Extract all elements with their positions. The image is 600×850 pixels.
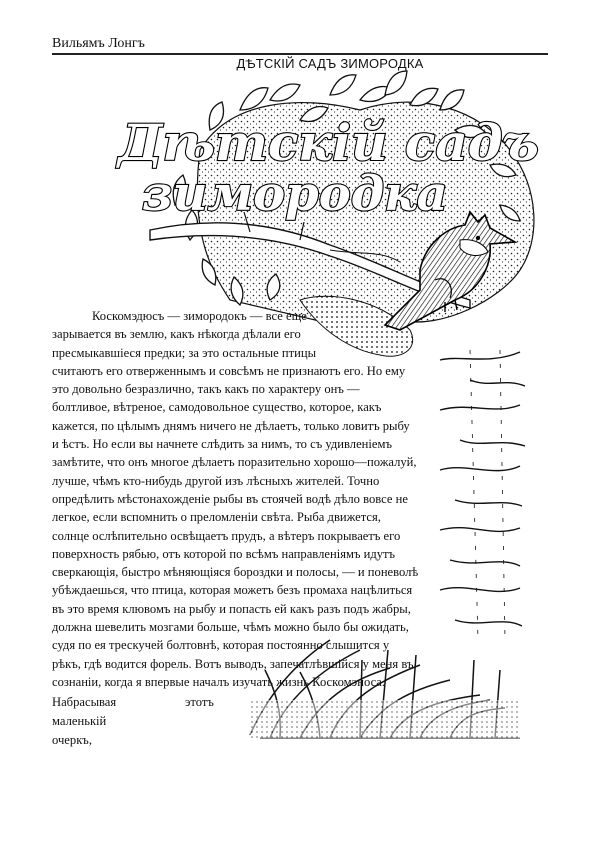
body-tail-word: этотъ xyxy=(185,695,214,709)
body-line: судя по ея трескучей болтовнѣ, которая постоянно слышится у xyxy=(52,638,390,653)
body-tail-word: Набрасывая xyxy=(52,695,117,709)
body-line: Коскомэдюсъ — зимородокъ — все еще xyxy=(92,309,307,323)
body-line: зарывается въ землю, какъ нѣкогда дѣлали его xyxy=(52,327,301,342)
body-line: сознаніи, когда я впервые началъ изучать жизнь Коскомэноса. xyxy=(52,674,386,689)
body-line: поверхность рябью, отъ которой по всѣмъ направленіямъ идутъ xyxy=(52,546,396,561)
decorative-title-line1: Дѣтскій садъ xyxy=(118,113,539,172)
body-line: убѣждаешься, что птица, которая можетъ безъ промаха нацѣлиться xyxy=(52,583,413,598)
body-line: болтливое, вѣтреное, самодовольное существо, которое, какъ xyxy=(52,400,382,415)
body-line: опредѣлить мѣстонахожденіе рыбы въ стоячей водѣ дѣло вовсе не xyxy=(52,491,408,506)
body-text xyxy=(52,307,432,691)
body-line: рѣкъ, гдѣ водится форель. Вотъ выводъ, запечатлѣвшійся у меня въ xyxy=(52,656,414,671)
running-head-author: Вильямъ Лонгъ xyxy=(52,36,145,51)
decorative-title-line2: зимородка xyxy=(142,166,448,222)
body-line: и ѣстъ. Но если вы начнете слѣдить за нимъ, то съ удивленіемъ xyxy=(52,437,392,452)
body-line: считаютъ его отверженнымъ и совсѣмъ не признаютъ его. Но ему xyxy=(52,363,406,378)
body-line: замѣтите, что онъ многое дѣлаетъ поразительно хорошо—пожалуй, xyxy=(52,455,417,470)
body-line: лучше, чѣмъ кто-нибудь другой изъ лѣсныхъ жителей. Точно xyxy=(52,473,380,488)
body-line: должна шевелить мозгами больше, чѣмъ можно было бы ожидать, xyxy=(52,620,409,635)
body-line: кажется, по цѣлымъ днямъ ничего не дѣлаетъ, только ловитъ рыбу xyxy=(52,418,410,433)
section-title: ДѢТСКІЙ САДЪ ЗИМОРОДКА xyxy=(236,56,424,71)
water-reflections xyxy=(440,350,525,640)
body-line: легкое, если вспомнить о преломленіи свѣта. Рыба движется, xyxy=(52,510,381,525)
body-line: сверкающія, быстро мѣняющіяся бороздки и полосы, — и поневолѣ xyxy=(52,565,419,580)
body-line: это довольно безразлично, такъ какъ по характеру онъ — xyxy=(52,382,360,397)
body-tail-word: маленькій xyxy=(52,714,107,728)
body-line: пресмыкавшіеся предки; за это остальные птицы xyxy=(52,345,317,360)
body-line: солнце ослѣпительно освѣщаетъ прудъ, а вѣтеръ покрываетъ его xyxy=(52,528,401,543)
body-tail-word: очеркъ, xyxy=(52,733,92,747)
body-line: въ это время клювомъ на рыбу и попасть ей какъ разъ подъ жабры, xyxy=(52,601,411,616)
